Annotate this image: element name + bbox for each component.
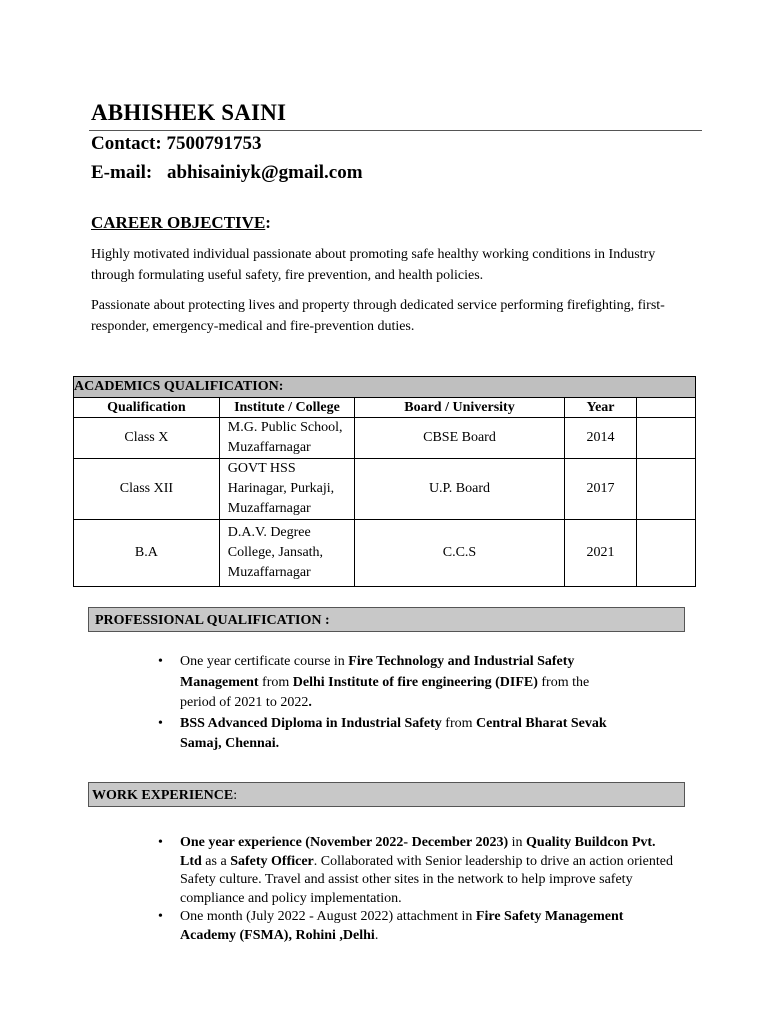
- academics-header-row: [74, 398, 696, 418]
- table-row: [74, 520, 696, 587]
- name-divider: [89, 130, 702, 131]
- column-header: Qualification: [74, 398, 220, 418]
- list-item: • One month (July 2022 - August 2022) attachment in Fire Safety Management Academy (FSMA), Rohini ,Delhi.: [156, 908, 676, 945]
- column-header-empty: [637, 398, 696, 418]
- institute-cell: D.A.V. Degree College, Jansath, Muzaffarnagar: [219, 520, 354, 587]
- objective-paragraph-1: Highly motivated individual passionate about promoting safe healthy working conditions in Industry through formulating useful safety, fire prevention, and health policies.: [91, 247, 656, 283]
- contact-label: Contact:: [91, 133, 162, 154]
- professional-qualification-list: [156, 652, 626, 755]
- board-cell: C.C.S: [355, 520, 565, 587]
- column-header: Year: [564, 398, 636, 418]
- academics-table: [73, 376, 696, 587]
- empty-cell: [637, 520, 696, 587]
- list-item: • One year certificate course in Fire Technology and Industrial Safety Management from Delhi Institute of fire engineering (DIFE) from the period of 2021 to 2022.: [156, 652, 626, 714]
- contact-line: [91, 133, 261, 155]
- year-cell: 2021: [564, 520, 636, 587]
- career-objective-heading: CAREER OBJECTIVE:: [91, 213, 271, 232]
- email-line: [91, 162, 363, 184]
- academics-title: ACADEMICS QUALIFICATION:: [74, 377, 696, 398]
- year-cell: 2017: [564, 459, 636, 520]
- table-row: [74, 418, 696, 459]
- list-item: • One year experience (November 2022- December 2023) in Quality Buildcon Pvt. Ltd as a Safety Officer. Collaborated with Senior leadership to drive an action oriented Safety culture. Travel and assist other sites in the network to help improve safety compliance and policy implementation.: [156, 834, 676, 908]
- board-cell: CBSE Board: [355, 418, 565, 459]
- qualification-cell: Class XII: [74, 459, 220, 520]
- column-header: Board / University: [355, 398, 565, 418]
- work-experience-list: [156, 806, 676, 945]
- email-label: E-mail:: [91, 162, 153, 183]
- candidate-name: ABHISHEK SAINI: [91, 100, 287, 125]
- qualification-cell: Class X: [74, 418, 220, 459]
- year-cell: 2014: [564, 418, 636, 459]
- institute-cell: M.G. Public School, Muzaffarnagar: [219, 418, 354, 459]
- board-cell: U.P. Board: [355, 459, 565, 520]
- email-address: abhisainiyk@gmail.com: [166, 162, 363, 183]
- list-item: • BSS Advanced Diploma in Industrial Safety from Central Bharat Sevak Samaj, Chennai.: [156, 714, 626, 755]
- academics-title-row: [74, 377, 696, 398]
- institute-cell: GOVT HSS Harinagar, Purkaji, Muzaffarnagar: [219, 459, 354, 520]
- column-header: Institute / College: [219, 398, 354, 418]
- professional-qualification-heading: PROFESSIONAL QUALIFICATION :: [88, 607, 685, 632]
- contact-number: 7500791753: [166, 133, 262, 154]
- objective-paragraph-2: Passionate about protecting lives and property through dedicated service performing firefighting, first-responder, emergency-medical and fire-prevention duties.: [91, 298, 665, 334]
- work-experience-heading: WORK EXPERIENCE:: [88, 782, 685, 807]
- empty-cell: [637, 418, 696, 459]
- table-row: [74, 459, 696, 520]
- qualification-cell: B.A: [74, 520, 220, 587]
- empty-cell: [637, 459, 696, 520]
